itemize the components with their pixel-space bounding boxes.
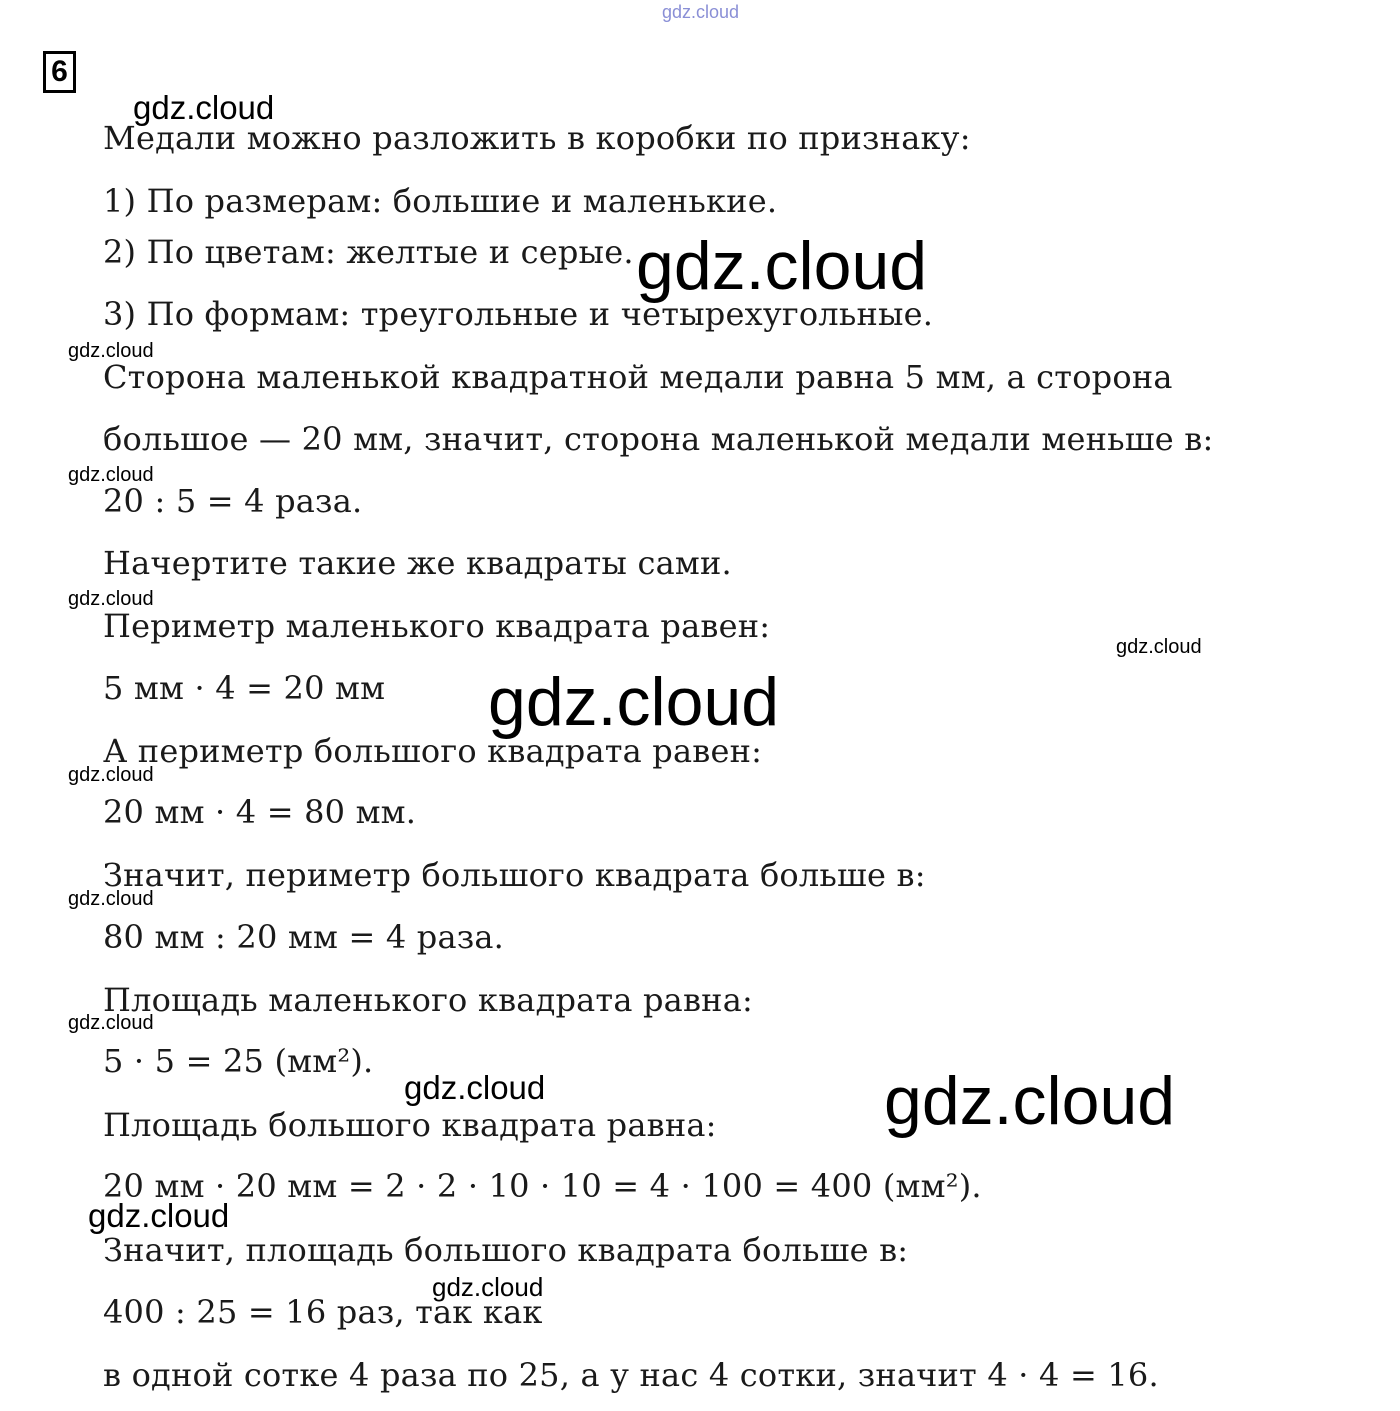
- text-line: Медали можно разложить в коробки по признаку:: [103, 119, 971, 157]
- text-line: Значит, площадь большого квадрата больше в:: [103, 1231, 909, 1269]
- text-line: 3) По формам: треугольные и четырехугольные.: [103, 295, 934, 333]
- text-line: в одной сотке 4 раза по 25, а у нас 4 сотки, значит 4 · 4 = 16.: [103, 1356, 1159, 1394]
- text-line: 2) По цветам: желтые и серые.: [103, 233, 634, 271]
- watermark: gdz.cloud: [68, 888, 154, 910]
- text-line: 5 · 5 = 25 (мм²).: [103, 1042, 374, 1080]
- watermark: gdz.cloud: [432, 1272, 544, 1302]
- text-line: 400 : 25 = 16 раз, так как: [103, 1293, 543, 1331]
- watermark: gdz.cloud: [68, 340, 154, 362]
- text-line: 5 мм · 4 = 20 мм: [103, 669, 386, 707]
- text-line: большое — 20 мм, значит, сторона маленькой медали меньше в:: [103, 420, 1214, 458]
- watermark: gdz.cloud: [884, 1063, 1176, 1139]
- watermark: gdz.cloud: [662, 2, 740, 22]
- text-line: Площадь маленького квадрата равна:: [103, 981, 753, 1019]
- watermark: gdz.cloud: [133, 89, 275, 126]
- task-number-box: 6: [43, 51, 76, 93]
- text-line: 1) По размерам: большие и маленькие.: [103, 182, 778, 220]
- text-line: 20 мм · 4 = 80 мм.: [103, 793, 417, 831]
- text-line: 20 : 5 = 4 раза.: [103, 482, 363, 520]
- watermark: gdz.cloud: [88, 1197, 230, 1234]
- watermark: gdz.cloud: [488, 664, 780, 740]
- text-line: Периметр маленького квадрата равен:: [103, 607, 771, 645]
- text-line: 80 мм : 20 мм = 4 раза.: [103, 918, 505, 956]
- watermark: gdz.cloud: [68, 764, 154, 786]
- watermark: gdz.cloud: [68, 1012, 154, 1034]
- watermark: gdz.cloud: [68, 464, 154, 486]
- watermark: gdz.cloud: [68, 588, 154, 610]
- text-line: Сторона маленькой квадратной медали равна 5 мм, а сторона: [103, 358, 1173, 396]
- text-line: Начертите такие же квадраты сами.: [103, 544, 732, 582]
- text-line: 20 мм · 20 мм = 2 · 2 · 10 · 10 = 4 · 100 = 400 (мм²).: [103, 1167, 982, 1205]
- watermark: gdz.cloud: [1116, 636, 1202, 658]
- text-line: Значит, периметр большого квадрата больше в:: [103, 856, 926, 894]
- watermark: gdz.cloud: [404, 1069, 546, 1106]
- text-line: А периметр большого квадрата равен:: [103, 732, 763, 770]
- watermark: gdz.cloud: [636, 228, 928, 304]
- text-line: Площадь большого квадрата равна:: [103, 1106, 717, 1144]
